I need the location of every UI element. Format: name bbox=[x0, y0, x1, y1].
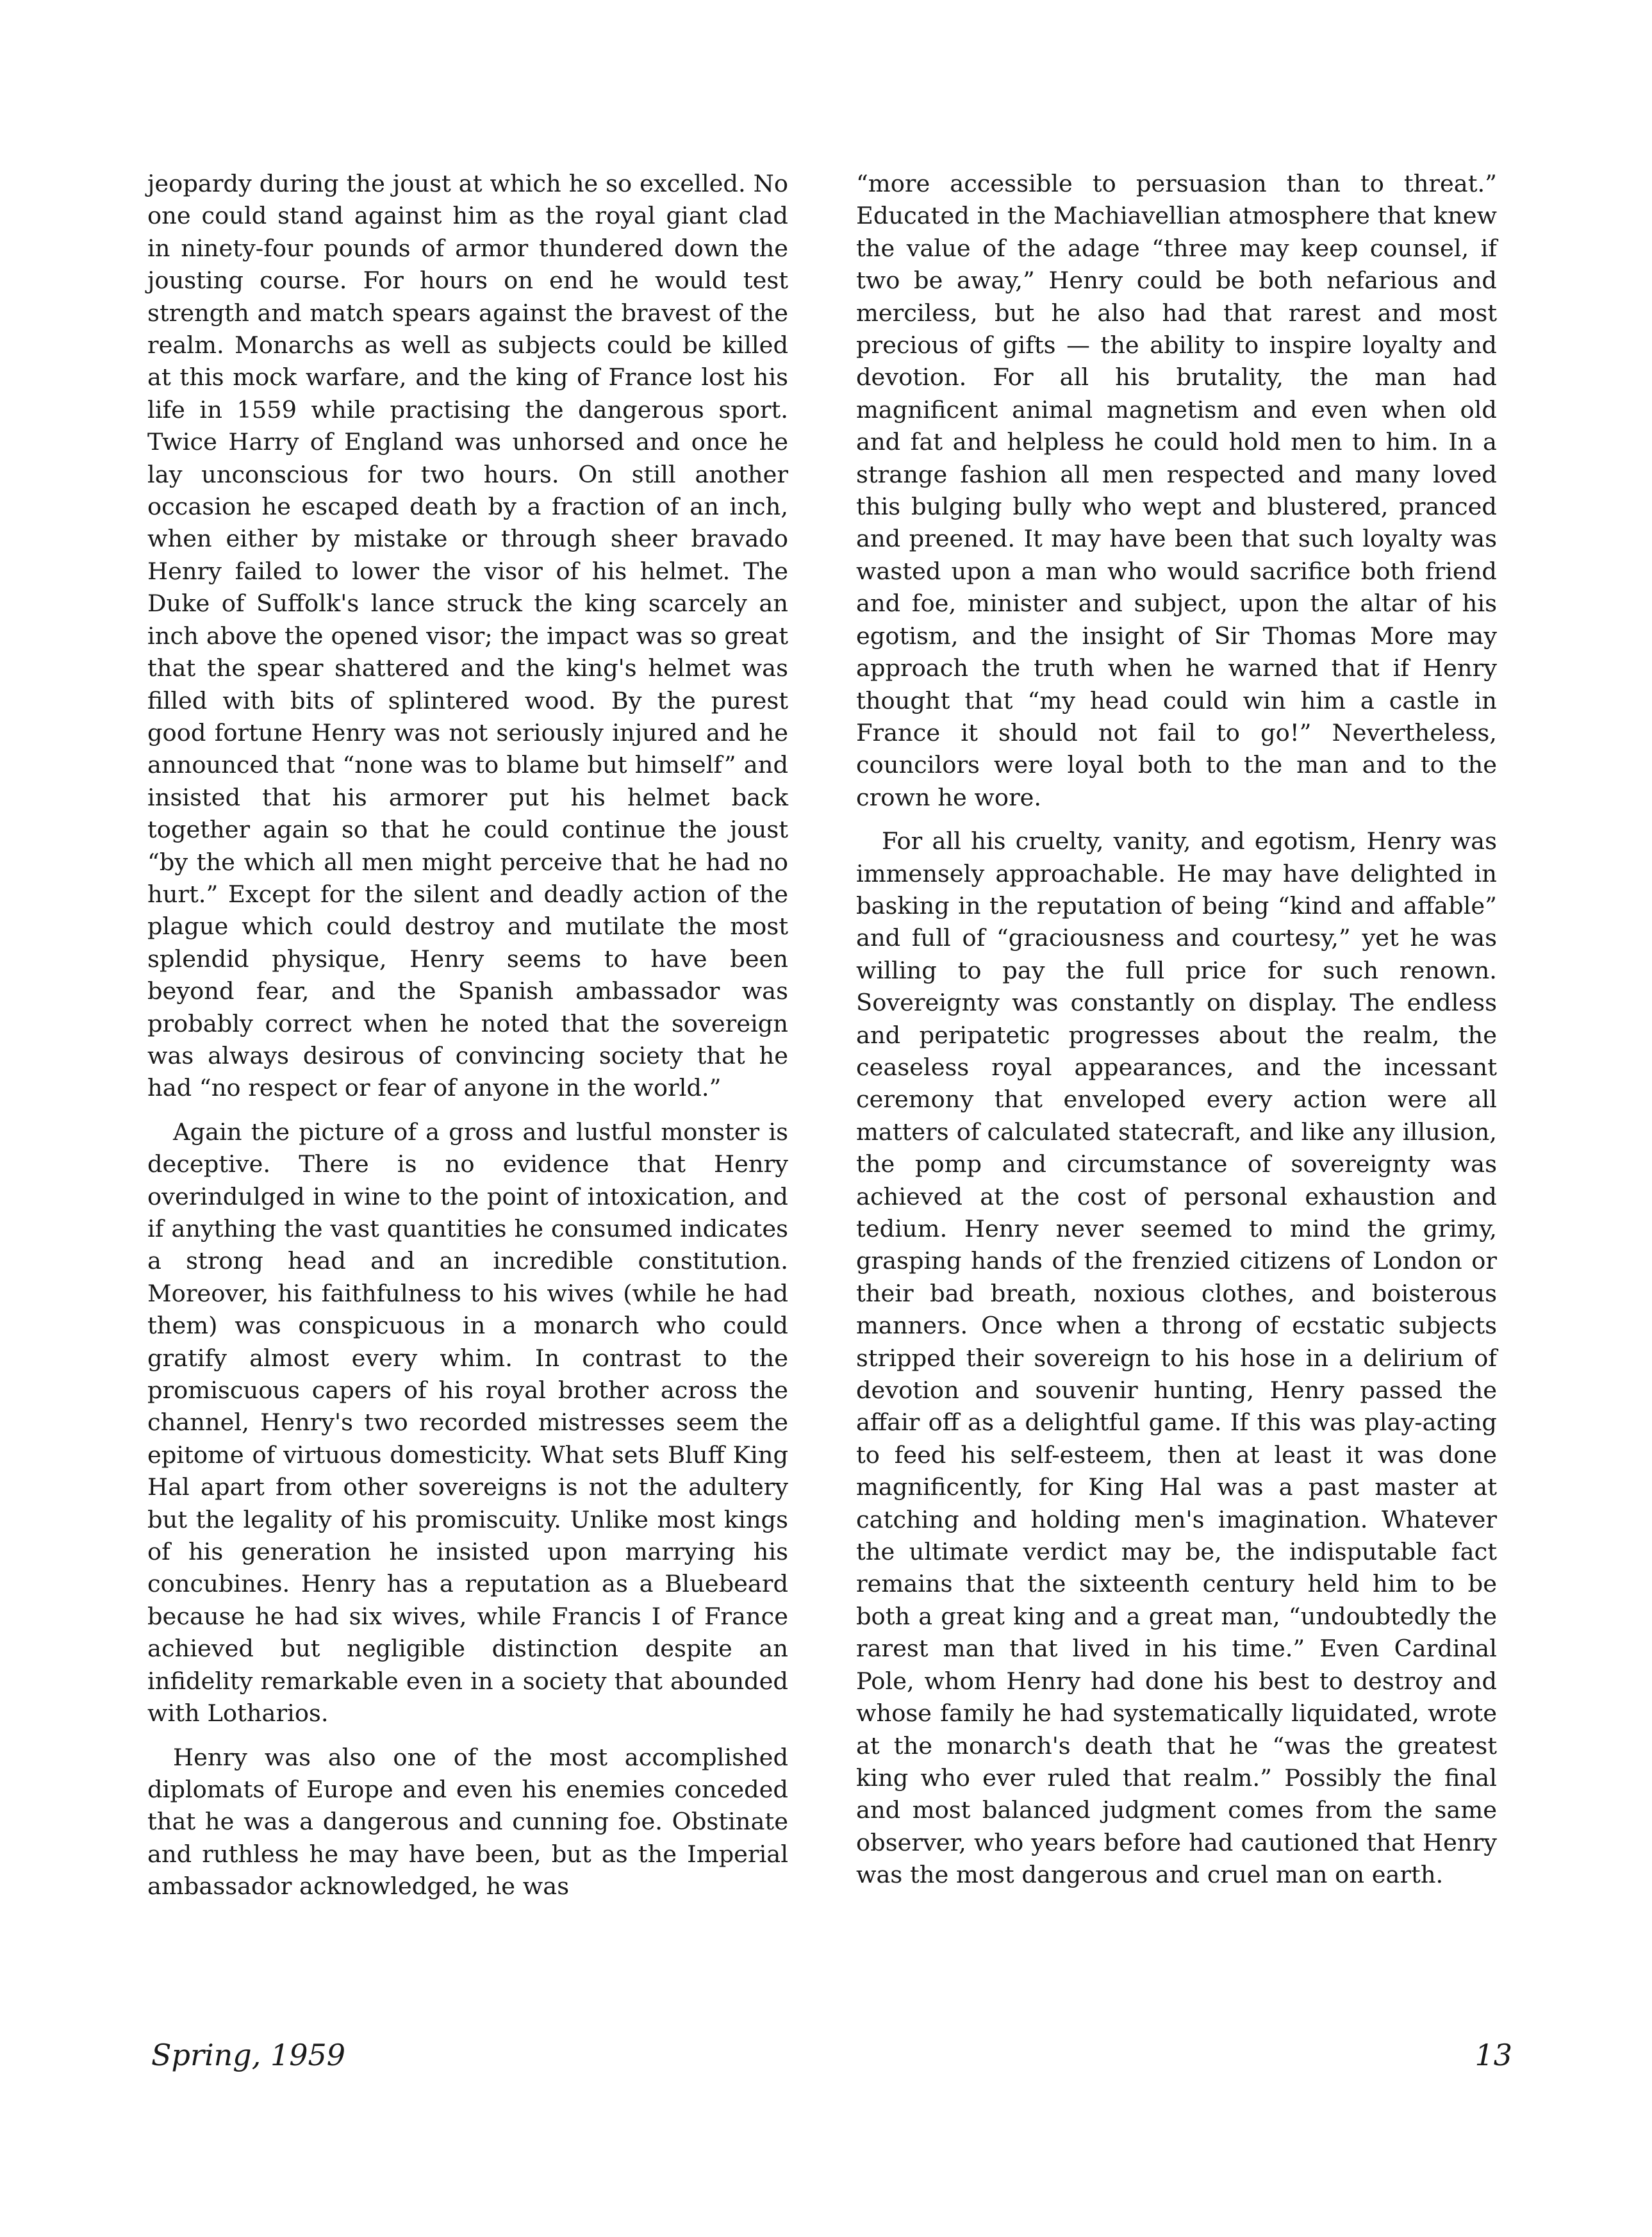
paragraph: For all his cruelty, vanity, and egotism, Henry was immensely approachable. He may have delighted in basking in the reputation of being “kind and affable” and full of “graciousness and courtesy,” yet he was willing to pay the full price for such renown. Sovereignty was constantly on display. The endless and peripatetic progresses about the realm, the ceaseless royal appearances, and the incessant ceremony that enveloped every action were all matters of calculated statecraft, and like any illusion, the pomp and circumstance of sovereignty was achieved at the cost of personal exhaustion and tedium. Henry never seemed to mind the grimy, grasping hands of the frenzied citizens of London or their bad breath, noxious clothes, and boisterous manners. Once when a throng of ecstatic subjects stripped their sovereign to his hose in a delirium of devotion and souvenir hunting, Henry passed the affair off as a delightful game. If this was play-acting to feed his self-esteem, then at least it was done magnificently, for King Hal was a past master at catching and holding men's imagination. Whatever the ultimate verdict may be, the indisputable fact remains that the sixteenth century held him to be both a great king and a great man, “undoubtedly the rarest man that lived in his time.” Even Cardinal Pole, whom Henry had done his best to destroy and whose family he had systematically liquidated, wrote at the monarch's death that he “was the greatest king who ever ruled that realm.” Possibly the final and most balanced judgment comes from the same observer, who years before had cautioned that Henry was the most dangerous and cruel man on earth. bbox=[856, 827, 1497, 1889]
page-number: 13 bbox=[1474, 2038, 1512, 2072]
paragraph: “more accessible to persuasion than to threat.” Educated in the Machiavellian atmosphere that knew the value of the adage “three may keep counsel, if two be away,” Henry could be both nefarious and merciless, but he also had that rarest and most precious of gifts — the ability to inspire loyalty and devotion. For all his brutality, the man had magnificent animal magnetism and even when old and fat and helpless he could hold men to him. In a strange fashion all men respected and many loved this bulging bully who wept and blustered, pranced and preened. It may have been that such loyalty was wasted upon a man who would sacrifice both friend and foe, minister and subject, upon the altar of his egotism, and the insight of Sir Thomas More may approach the truth when he warned that if Henry thought that “my head could win him a castle in France it should not fail to go!” Nevertheless, councilors were loyal both to the man and to the crown he wore. bbox=[856, 170, 1497, 811]
left-column bbox=[147, 168, 788, 1915]
paragraph: jeopardy during the joust at which he so excelled. No one could stand against him as the royal giant clad in ninety-four pounds of armor thundered down the jousting course. For hours on end he would test strength and match spears against the bravest of the realm. Monarchs as well as subjects could be killed at this mock warfare, and the king of France lost his life in 1559 while practising the dangerous sport. Twice Harry of England was unhorsed and once he lay unconscious for two hours. On still another occasion he escaped death by a fraction of an inch, when either by mistake or through sheer bravado Henry failed to lower the visor of his helmet. The Duke of Suffolk's lance struck the king scarcely an inch above the opened visor; the impact was so great that the spear shattered and the king's helmet was filled with bits of splintered wood. By the purest good fortune Henry was not seriously injured and he announced that “none was to blame but himself” and insisted that his armorer put his helmet back together again so that he could continue the joust “by the which all men might perceive that he had no hurt.” Except for the silent and deadly action of the plague which could destroy and mutilate the most splendid physique, Henry seems to have been beyond fear, and the Spanish ambassador was probably correct when he noted that the sovereign was always desirous of convincing society that he had “no respect or fear of anyone in the world.” bbox=[147, 170, 788, 1102]
right-column bbox=[856, 168, 1497, 1903]
paragraph: Henry was also one of the most accomplished diplomats of Europe and even his enemies conceded that he was a dangerous and cunning foe. Obstinate and ruthless he may have been, but as the Imperial ambassador acknowledged, he was bbox=[147, 1743, 788, 1901]
paragraph: Again the picture of a gross and lustful monster is deceptive. There is no evidence that Henry overindulged in wine to the point of intoxication, and if anything the vast quantities he consumed indicates a strong head and an incredible constitution. Moreover, his faithfulness to his wives (while he had them) was conspicuous in a monarch who could gratify almost every whim. In contrast to the promiscuous capers of his royal brother across the channel, Henry's two recorded mistresses seem the epitome of virtuous domesticity. What sets Bluff King Hal apart from other sovereigns is not the adultery but the legality of his promiscuity. Unlike most kings of his generation he insisted upon marrying his concubines. Henry has a reputation as a Bluebeard because he had six wives, while Francis I of France achieved but negligible distinction despite an infidelity remarkable even in a society that abounded with Lotharios. bbox=[147, 1118, 788, 1728]
issue-date: Spring, 1959 bbox=[151, 2038, 346, 2072]
